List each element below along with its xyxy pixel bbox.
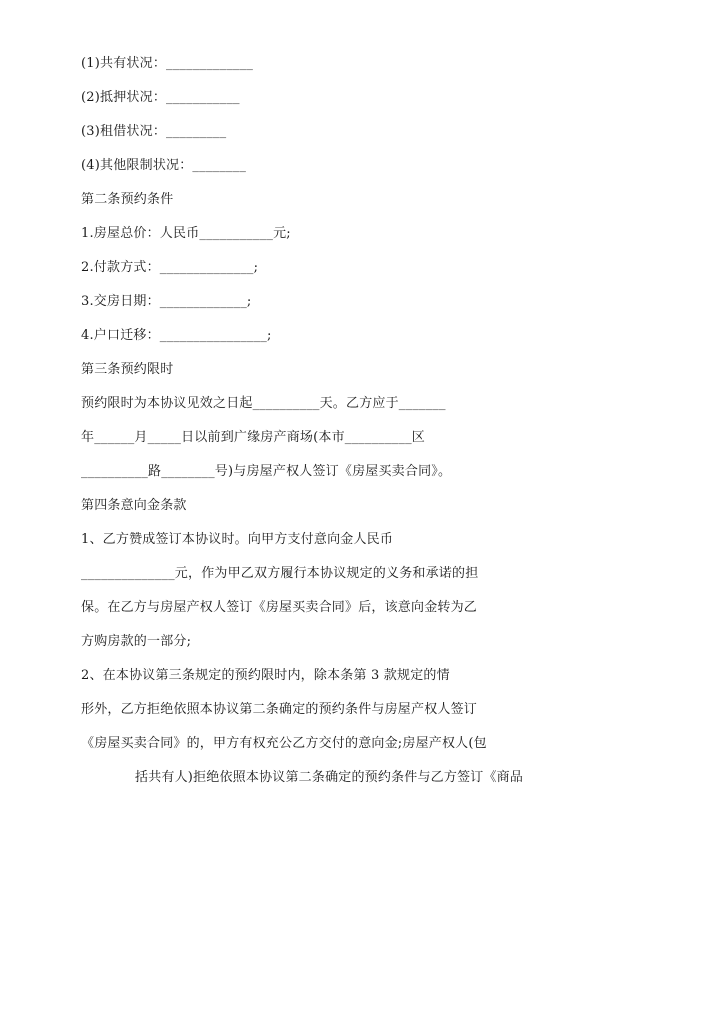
text-line: 4.户口迁移：________________; — [81, 328, 272, 343]
text-line: (1)共有状况：_____________ — [81, 56, 254, 71]
text-line: 3.交房日期：_____________; — [81, 294, 252, 309]
text-line: 形外，乙方拒绝依照本协议第二条确定的预约条件与房屋产权人签订 — [81, 702, 478, 717]
text-line: ______________元，作为甲乙双方履行本协议规定的义务和承诺的担 — [81, 566, 479, 581]
text-line: 2.付款方式：______________; — [81, 260, 259, 275]
text-line: 方购房款的一部分; — [81, 634, 192, 649]
text-line: 年______月_____日以前到广缘房产商场(本市__________区 — [81, 430, 425, 445]
text-line: (3)租借状况：_________ — [81, 124, 227, 139]
section-heading: 第四条意向金条款 — [81, 498, 187, 513]
text-line: 《房屋买卖合同》的，甲方有权充公乙方交付的意向金;房屋产权人(包 — [81, 736, 487, 751]
section-heading: 第三条预约限时 — [81, 362, 174, 377]
text-line: (4)其他限制状况：________ — [81, 158, 247, 173]
text-line: 保。在乙方与房屋产权人签订《房屋买卖合同》后，该意向金转为乙 — [81, 600, 478, 615]
text-line: (2)抵押状况：___________ — [81, 90, 240, 105]
text-line: 2、在本协议第三条规定的预约限时内，除本条第 3 款规定的情 — [81, 668, 450, 683]
section-heading: 第二条预约条件 — [81, 192, 174, 207]
text-line: 1.房屋总价：人民币___________元; — [81, 226, 291, 241]
text-line: 预约限时为本协议见效之日起__________天。乙方应于_______ — [81, 396, 446, 411]
text-line: 括共有人)拒绝依照本协议第二条确定的预约条件与乙方签订《商品 — [135, 770, 524, 785]
text-line: 1、乙方赞成签订本协议时。向甲方支付意向金人民币 — [81, 532, 394, 547]
text-line: __________路________号)与房屋产权人签订《房屋买卖合同》。 — [81, 464, 452, 479]
